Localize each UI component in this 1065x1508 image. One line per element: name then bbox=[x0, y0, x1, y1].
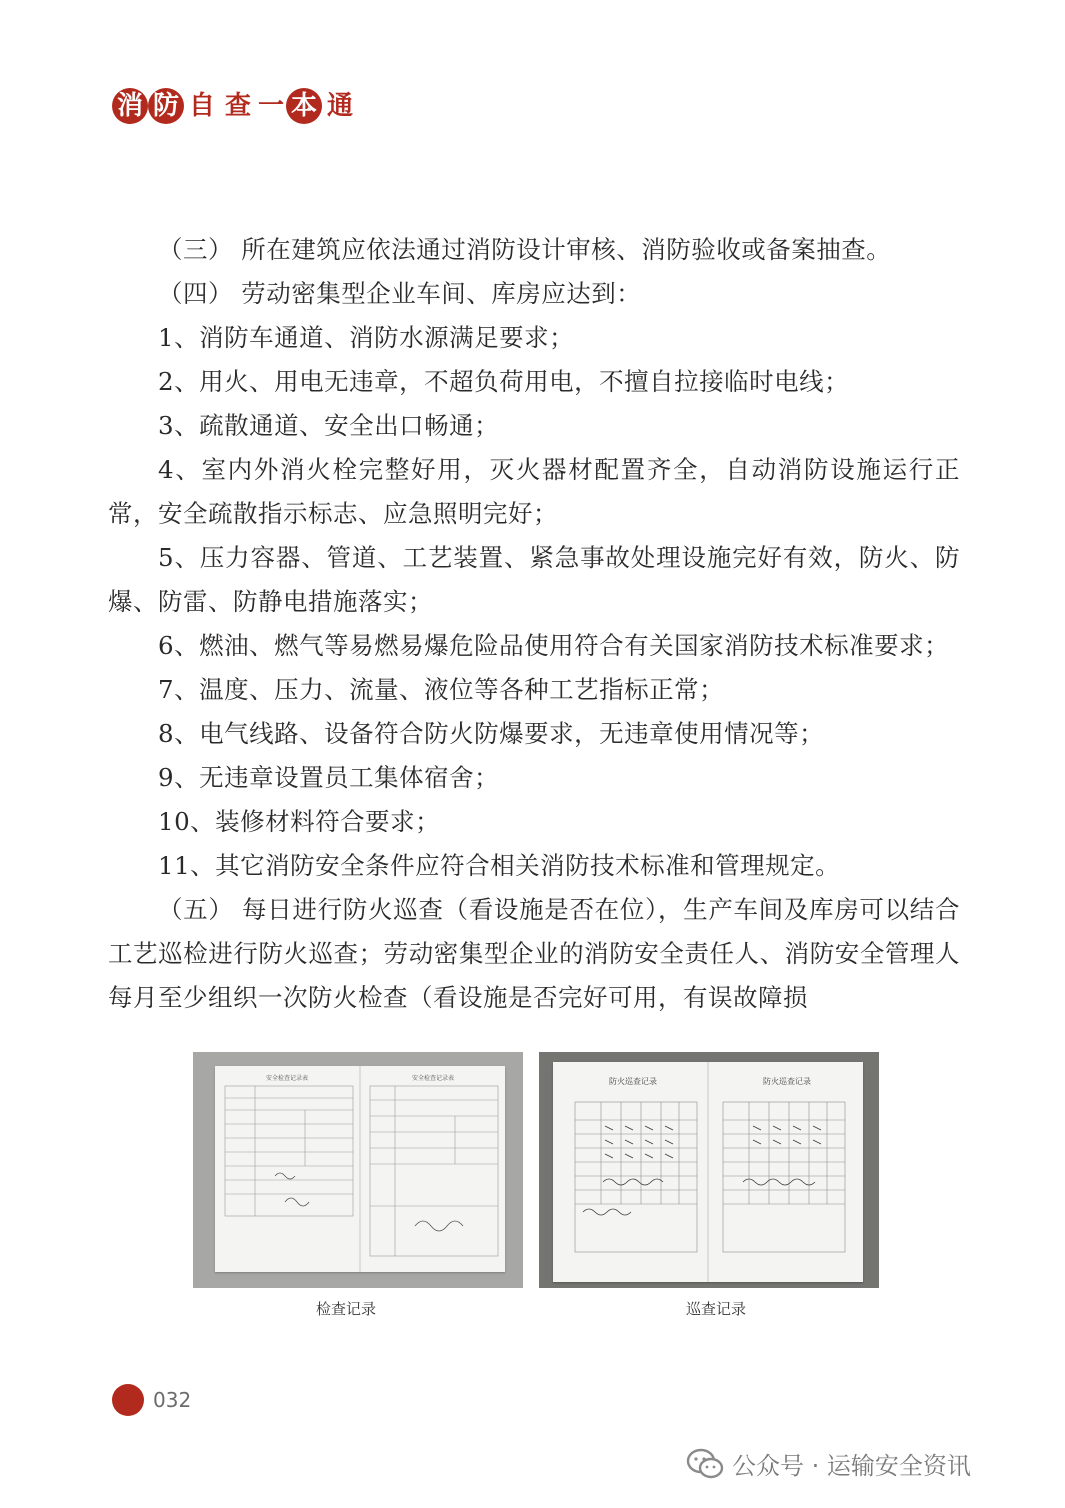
paragraph: 2、用火、用电无违章，不超负荷用电，不擅自拉接临时电线； bbox=[158, 367, 850, 396]
photo-caption: 检查记录 bbox=[316, 1300, 377, 1318]
wechat-icon bbox=[686, 1447, 724, 1481]
sheet-title: 防火巡查记录 bbox=[609, 1077, 657, 1086]
page-marker-dot bbox=[112, 1384, 144, 1416]
paragraph: （三） 所在建筑应依法通过消防设计审核、消防验收或备案抽查。 bbox=[158, 235, 892, 264]
logo-char: 查 bbox=[224, 91, 251, 121]
paragraph: （五） 每日进行防火巡查（看设施是否在位），生产车间及库房可以结合工艺巡检进行防火巡查；劳动密集型企业的消防安全责任人、消防安全管理人每月至少组织一次防火检查（看设施是否完好可用，有误故障损 bbox=[108, 895, 960, 1012]
page-number: 032 bbox=[153, 1388, 192, 1412]
paragraph: （四） 劳动密集型企业车间、库房应达到： bbox=[158, 279, 642, 308]
paragraph: 5、压力容器、管道、工艺装置、紧急事故处理设施完好有效，防火、防爆、防雷、防静电措施落实； bbox=[108, 543, 960, 616]
book-logo bbox=[112, 88, 358, 124]
body-text bbox=[108, 228, 960, 1020]
sheet-title: 安全检查记录表 bbox=[411, 1075, 455, 1082]
sheet-title: 安全检查记录表 bbox=[265, 1075, 309, 1082]
logo-char: 防 bbox=[148, 88, 184, 124]
paragraph: 10、装修材料符合要求； bbox=[158, 807, 441, 836]
logo-char: 自 bbox=[188, 91, 215, 121]
logo-char: 一 bbox=[257, 91, 284, 121]
paragraph: 1、消防车通道、消防水源满足要求； bbox=[158, 323, 575, 352]
photo-caption: 巡查记录 bbox=[686, 1300, 747, 1318]
logo-char: 通 bbox=[326, 91, 353, 121]
paragraph: 9、无违章设置员工集体宿舍； bbox=[158, 763, 500, 792]
paragraph: 8、电气线路、设备符合防火防爆要求，无违章使用情况等； bbox=[158, 719, 825, 748]
paragraph: 7、温度、压力、流量、液位等各种工艺指标正常； bbox=[158, 675, 725, 704]
paragraph: 3、疏散通道、安全出口畅通； bbox=[158, 411, 500, 440]
paragraph: 11、其它消防安全条件应符合相关消防技术标准和管理规定。 bbox=[158, 851, 841, 880]
logo-char: 本 bbox=[286, 88, 322, 124]
watermark-text: 公众号 · 运输安全资讯 bbox=[732, 1452, 971, 1480]
record-sheet bbox=[215, 1066, 505, 1272]
record-sheet bbox=[553, 1062, 863, 1282]
sheet-title: 防火巡查记录 bbox=[763, 1077, 811, 1086]
patrol-record-photo bbox=[539, 1052, 879, 1288]
logo-char: 消 bbox=[112, 88, 148, 124]
paragraph: 4、室内外消火栓完整好用，灭火器材配置齐全，自动消防设施运行正常，安全疏散指示标志、应急照明完好； bbox=[108, 455, 960, 528]
inspection-record-photo bbox=[193, 1052, 523, 1288]
paragraph: 6、燃油、燃气等易燃易爆危险品使用符合有关国家消防技术标准要求； bbox=[158, 631, 950, 660]
watermark bbox=[686, 1446, 971, 1481]
